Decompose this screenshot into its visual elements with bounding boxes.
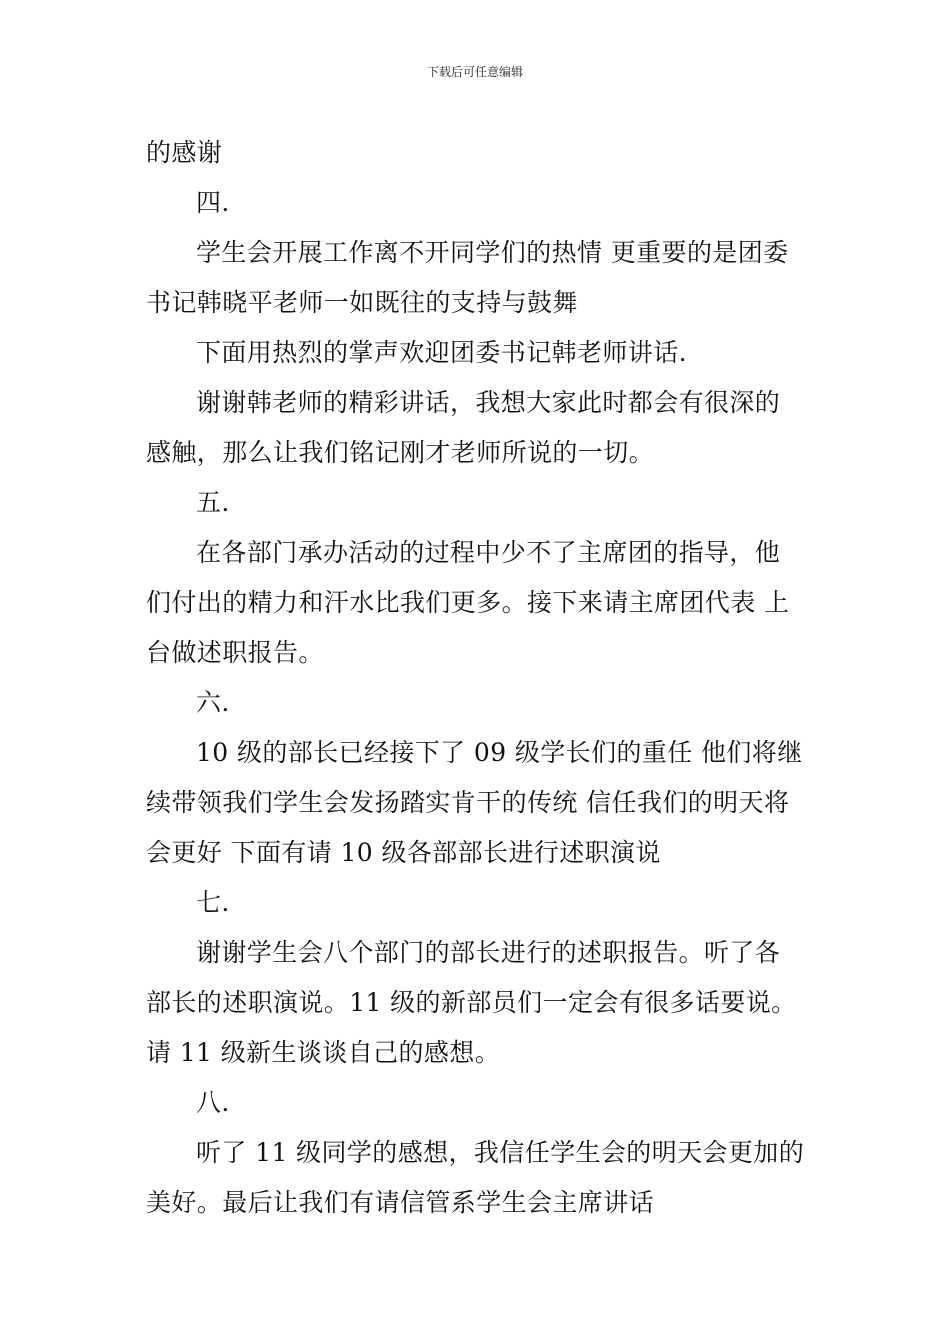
paragraph-line: 的感谢 [146, 138, 223, 167]
paragraph-line: 听了 11 级同学的感想，我信任学生会的明天会更加的 [196, 1138, 805, 1167]
paragraph [146, 728, 808, 878]
paragraph-line: 10 级的部长已经接下了 09 级学长们的重任 他们将继 [196, 738, 803, 767]
paragraph-line: 谢谢韩老师的精彩讲话，我想大家此时都会有很深的 [196, 388, 781, 417]
paragraph-line: 会更好 下面有请 10 级各部部长进行述职演说 [146, 838, 661, 867]
paragraph-line: 部长的述职演说。11 级的新部员们一定会有很多话要说。 [146, 988, 797, 1017]
paragraph-line: 感触，那么让我们铭记刚才老师所说的一切。 [146, 438, 655, 467]
paragraph-line: 五. [196, 488, 230, 517]
paragraph [146, 1128, 808, 1228]
paragraph-line: 谢谢学生会八个部门的部长进行的述职报告。听了各 [196, 938, 781, 967]
paragraph-line: 台做述职报告。 [146, 638, 324, 667]
document-body [146, 128, 808, 1228]
paragraph-line: 七. [196, 888, 230, 917]
paragraph-line: 续带领我们学生会发扬踏实肯干的传统 信任我们的明天将 [146, 788, 790, 817]
paragraph [146, 228, 808, 328]
paragraph [146, 878, 808, 928]
paragraph [146, 1078, 808, 1128]
paragraph-line: 六. [196, 688, 230, 717]
paragraph-line: 书记韩晓平老师一如既往的支持与鼓舞 [146, 288, 578, 317]
paragraph-line: 在各部门承办活动的过程中少不了主席团的指导，他 [196, 538, 781, 567]
paragraph-line: 下面用热烈的掌声欢迎团委书记韩老师讲话. [196, 338, 687, 367]
paragraph [146, 478, 808, 528]
paragraph-line: 们付出的精力和汗水比我们更多。接下来请主席团代表 上 [146, 588, 790, 617]
paragraph [146, 378, 808, 478]
paragraph [146, 328, 808, 378]
paragraph [146, 678, 808, 728]
paragraph-line: 请 11 级新生谈谈自己的感想。 [146, 1038, 501, 1067]
paragraph [146, 128, 808, 178]
paragraph [146, 528, 808, 678]
paragraph [146, 178, 808, 228]
paragraph-line: 八. [196, 1088, 230, 1117]
paragraph-line: 美好。最后让我们有请信管系学生会主席讲话 [146, 1188, 655, 1217]
page-header: 下载后可任意编辑 [426, 65, 523, 79]
paragraph [146, 928, 808, 1078]
paragraph-line: 四. [196, 188, 230, 217]
paragraph-line: 学生会开展工作离不开同学们的热情 更重要的是团委 [196, 238, 789, 267]
